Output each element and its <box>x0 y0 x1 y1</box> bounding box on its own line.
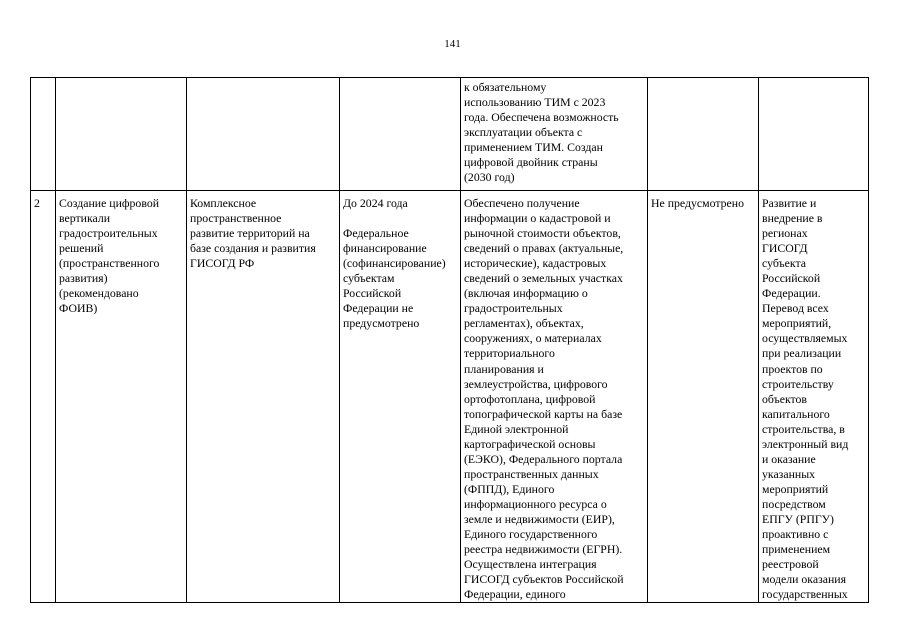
text-line: градостроительных <box>464 301 563 316</box>
text-line: планирования и <box>464 361 544 376</box>
cell-term-funding <box>340 78 461 191</box>
cell-name <box>56 78 187 191</box>
text-line: Федерации не <box>343 301 414 316</box>
text-line: ЕПГУ (РПГУ) <box>762 511 834 526</box>
text-line: исторические), кадастровых <box>464 256 607 271</box>
text-line: развитие территорий на <box>190 226 310 241</box>
text-line: ФОИВ) <box>59 301 98 316</box>
text-line: года. Обеспечена возможность <box>464 110 619 125</box>
text-line: вертикали <box>59 211 111 226</box>
text-line: (рекомендовано <box>59 286 139 301</box>
text-line: базе создания и развития <box>190 241 316 256</box>
text-line: (софинансирование) <box>343 256 446 271</box>
text-line: субъекта <box>762 256 806 271</box>
text-line: Российской <box>762 271 821 286</box>
cell-actions <box>759 191 869 603</box>
text-line: реестра недвижимости (ЕГРН). <box>464 542 623 557</box>
text-line: рыночной стоимости объектов, <box>464 226 621 241</box>
text-line: Единого государственного <box>464 527 598 542</box>
text-line: применением <box>762 542 831 557</box>
spacer-line <box>343 211 457 226</box>
text-line: развития) <box>59 271 108 286</box>
text-line: и оказание <box>762 451 816 466</box>
text-line: Федеральное <box>343 226 409 241</box>
text-line: топографической карты на базе <box>464 406 623 421</box>
text-line: регионах <box>762 226 808 241</box>
text-line: территориального <box>464 346 555 361</box>
text-line: капитального <box>762 406 830 421</box>
text-line: посредством <box>762 496 826 511</box>
text-line: Российской <box>343 286 402 301</box>
cell-term-funding <box>340 191 461 603</box>
text-line: Развитие и <box>762 196 817 210</box>
text-line: цифровой двойник страны <box>464 155 598 170</box>
row-number: 2 <box>31 191 56 603</box>
text-line: модели оказания <box>762 572 847 587</box>
cell-name <box>56 191 187 603</box>
term-text: До 2024 года <box>343 196 408 210</box>
text-line: землеустройства, цифрового <box>464 376 608 391</box>
cell-actions <box>759 78 869 191</box>
page-number: 141 <box>444 38 461 50</box>
cell-note <box>648 191 759 603</box>
text-line: мероприятий <box>762 481 829 496</box>
text-line: Федерации, единого <box>464 587 566 602</box>
strategy-table <box>30 77 869 603</box>
text-line: градостроительных <box>59 226 158 241</box>
cell-result <box>461 78 648 191</box>
text-line: (2030 год) <box>464 170 515 185</box>
text-line: Обеспечено получение <box>464 196 580 210</box>
text-line: (ЕЭКО), Федерального портала <box>464 451 623 466</box>
text-line: Осуществлена интеграция <box>464 557 597 572</box>
text-line: Единой электронной <box>464 421 569 436</box>
table-row-continuation <box>31 78 869 191</box>
text-line: сведений о земельных участках <box>464 271 623 286</box>
text-line: ГИСОГД <box>762 241 808 256</box>
text-line: пространственное <box>190 211 282 226</box>
text-line: осуществляемых <box>762 331 848 346</box>
table-row-2 <box>31 191 869 603</box>
cell-program <box>187 78 340 191</box>
text-line: субъектам <box>343 271 395 286</box>
text-line: сведений о правах (актуальные, <box>464 241 624 256</box>
text-line: электронный вид <box>762 436 849 451</box>
text-line: к обязательному <box>464 80 547 94</box>
text-line: внедрение в <box>762 211 823 226</box>
text-line: Перевод всех <box>762 301 829 316</box>
text-line: земле и недвижимости (ЕИР), <box>464 511 615 526</box>
text-line: реестровой <box>762 557 819 572</box>
text-line: Федерации. <box>762 286 821 301</box>
text-line: ГИСОГД субъектов Российской <box>464 572 624 587</box>
text-line: проактивно с <box>762 527 829 542</box>
text-line: строительству <box>762 376 834 391</box>
text-line: (включая информацию о <box>464 286 588 301</box>
text-line: картографической основы <box>464 436 596 451</box>
text-line: Не предусмотрено <box>651 196 744 210</box>
text-line: использованию ТИМ с 2023 <box>464 95 606 110</box>
cell-program <box>187 191 340 603</box>
text-line: при реализации <box>762 346 842 361</box>
text-line: предусмотрено <box>343 316 420 331</box>
text-line: информационного ресурса о <box>464 496 607 511</box>
text-line: финансирование <box>343 241 427 256</box>
text-line: ортофотоплана, цифровой <box>464 391 596 406</box>
text-line: (ФППД), Единого <box>464 481 555 496</box>
text-line: сооружениях, о материалах <box>464 331 602 346</box>
text-line: проектов по <box>762 361 823 376</box>
text-line: применением ТИМ. Создан <box>464 140 603 155</box>
text-line: пространственных данных <box>464 466 599 481</box>
text-line: строительства, в <box>762 421 845 436</box>
text-line: решений <box>59 241 104 256</box>
cell-number <box>31 78 56 191</box>
text-line: объектов <box>762 391 807 406</box>
cell-result <box>461 191 648 603</box>
text-line: эксплуатации объекта с <box>464 125 583 140</box>
text-line: ГИСОГД РФ <box>190 256 255 271</box>
text-line: регламентах), объектах, <box>464 316 584 331</box>
cell-note <box>648 78 759 191</box>
text-line: (пространственного <box>59 256 160 271</box>
text-line: государственных <box>762 587 848 602</box>
text-line: мероприятий, <box>762 316 832 331</box>
text-line: Комплексное <box>190 196 257 210</box>
text-line: Создание цифровой <box>59 196 160 210</box>
text-line: информации о кадастровой и <box>464 211 611 226</box>
text-line: указанных <box>762 466 816 481</box>
